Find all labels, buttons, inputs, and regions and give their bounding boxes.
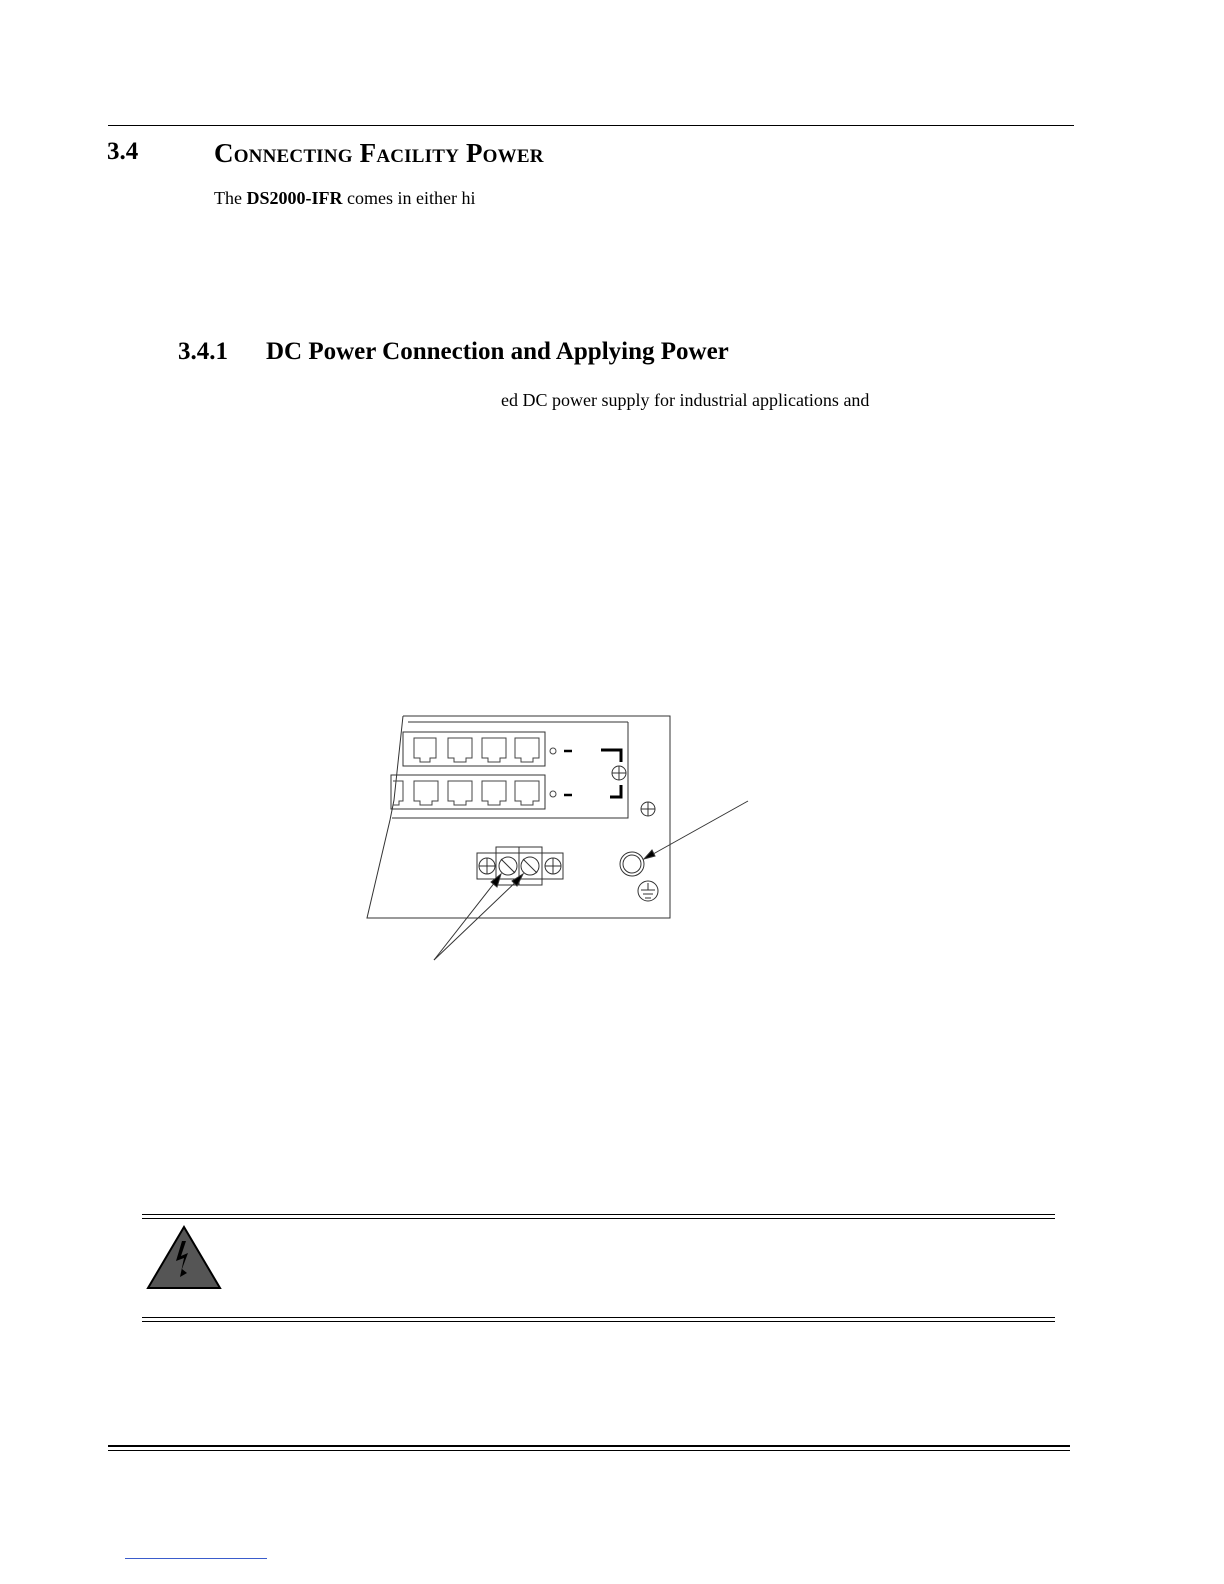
subsection-title: DC Power Connection and Applying Power (266, 338, 729, 365)
rj45-port-icon (393, 738, 539, 805)
intro-suffix: comes in either hi (342, 188, 476, 208)
intro-prefix: The (214, 188, 247, 208)
ground-symbol-icon (620, 852, 658, 901)
port-module-top (403, 732, 545, 766)
screw-icon (550, 748, 556, 797)
subsection-number: 3.4.1 (178, 338, 228, 365)
footer-rule-thin (108, 1450, 1070, 1451)
section-number: 3.4 (107, 138, 139, 165)
footer-link-underline[interactable] (125, 1558, 267, 1559)
top-rule (108, 125, 1074, 126)
power-connector-figure (340, 700, 760, 970)
intro-paragraph (214, 188, 475, 209)
dc-power-paragraph: ed DC power supply for industrial applications and (501, 390, 870, 410)
lightning-warning-icon (145, 1225, 223, 1291)
section-title: Connecting Facility Power (214, 138, 544, 168)
product-name: DS2000-IFR (246, 188, 343, 208)
footer-rule-thick (108, 1445, 1070, 1447)
panel-outline (367, 716, 670, 918)
warning-rule-top-1 (142, 1214, 1055, 1215)
arrow-icon (434, 801, 748, 960)
warning-rule-bottom-1 (142, 1317, 1055, 1318)
warning-rule-bottom-2 (142, 1321, 1055, 1322)
warning-rule-top-2 (142, 1218, 1055, 1219)
